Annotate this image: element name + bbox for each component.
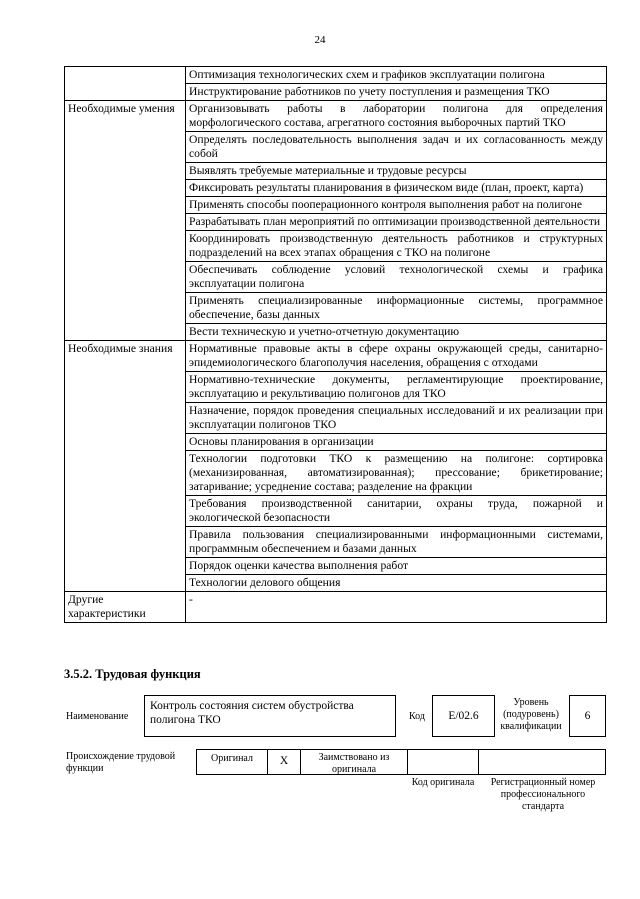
function-code-box (432, 695, 495, 737)
row-text: Оптимизация технологических схем и графиков эксплуатации полигона (186, 67, 607, 84)
row-text: Правила пользования специализированными информационными системами, программным обеспечением и базами данных (186, 527, 607, 558)
original-code-cell (407, 749, 479, 775)
function-name-value: Контроль состояния систем обустройства полигона ТКО (150, 700, 354, 726)
row-text: Применять специализированные информационные системы, программное обеспечение, базы данных (186, 293, 607, 324)
row-label (65, 67, 186, 101)
row-text: Требования производственной санитарии, охраны труда, пожарной и экологической безопасности (186, 496, 607, 527)
level-label: Уровень (подуровень) квалификации (500, 697, 562, 732)
row-text: Вести техническую и учетно-отчетную документацию (186, 324, 607, 341)
row-text: Разрабатывать план мероприятий по оптимизации производственной деятельности (186, 214, 607, 231)
reg-caption: Регистрационный номер профессионального стандарта (490, 777, 596, 812)
borrowed-cell (300, 749, 408, 775)
code-label: Код (409, 711, 425, 722)
competency-table (64, 66, 607, 623)
original-label: Оригинал (211, 753, 253, 764)
row-text: Определять последовательность выполнения задач и их согласованность между собой (186, 132, 607, 163)
original-cell (196, 749, 268, 775)
borrowed-label: Заимствовано из оригинала (318, 752, 390, 775)
row-text: Инструктирование работников по учету поступления и размещения ТКО (186, 84, 607, 101)
code-caption: Код оригинала (411, 777, 475, 788)
row-text: Координировать производственную деятельность работников и структурных подразделений на всех этапах обращения с ТКО на полигоне (186, 231, 607, 262)
knowledge-row (65, 341, 607, 372)
row-text: Применять способы пооперационного контроля выполнения работ на полигоне (186, 197, 607, 214)
function-name-box (144, 695, 396, 737)
reg-number-cell (478, 749, 606, 775)
row-text: Основы планирования в организации (186, 434, 607, 451)
page-number: 24 (314, 34, 326, 46)
continuation-row (65, 67, 607, 84)
row-text: Порядок оценки качества выполнения работ (186, 558, 607, 575)
function-code-value: E/02.6 (448, 710, 479, 722)
row-label: Другие характеристики (65, 592, 186, 623)
section-title: 3.5.2. Трудовая функция (64, 667, 201, 681)
level-value: 6 (584, 710, 591, 722)
row-text: Фиксировать результаты планирования в физическом виде (план, проект, карта) (186, 180, 607, 197)
row-text: Нормативно-технические документы, регламентирующие проектирование, эксплуатацию и рекультивацию полигонов для ТКО (186, 372, 607, 403)
skill-row (65, 101, 607, 132)
row-text: Организовывать работы в лаборатории полигона для определения морфологического состава, агрегатного состояния выборочных партий ТКО (186, 101, 607, 132)
row-text: Выявлять требуемые материальные и трудовые ресурсы (186, 163, 607, 180)
row-label: Необходимые умения (65, 101, 186, 341)
name-label: Наименование (66, 711, 129, 722)
row-label: Необходимые знания (65, 341, 186, 592)
row-text: Нормативные правовые акты в сфере охраны окружающей среды, санитарно-эпидемиологического благополучия населения, обращения с отходами (186, 341, 607, 372)
original-mark: X (279, 755, 289, 767)
row-text: Назначение, порядок проведения специальных исследований и их реализации при эксплуатации полигонов ТКО (186, 403, 607, 434)
row-text: - (186, 592, 607, 623)
row-text: Обеспечивать соблюдение условий технологической схемы и графика эксплуатации полигона (186, 262, 607, 293)
level-box (569, 695, 606, 737)
other-row (65, 592, 607, 623)
original-mark-cell (267, 749, 301, 775)
origin-label: Происхождение трудовой функции (66, 751, 176, 774)
row-text: Технологии делового общения (186, 575, 607, 592)
row-text: Технологии подготовки ТКО к размещению на полигоне: сортировка (механизированная, автоматизированная); прессование; брикетирование; затаривание; усреднение состава; разделение на фракции (186, 451, 607, 496)
